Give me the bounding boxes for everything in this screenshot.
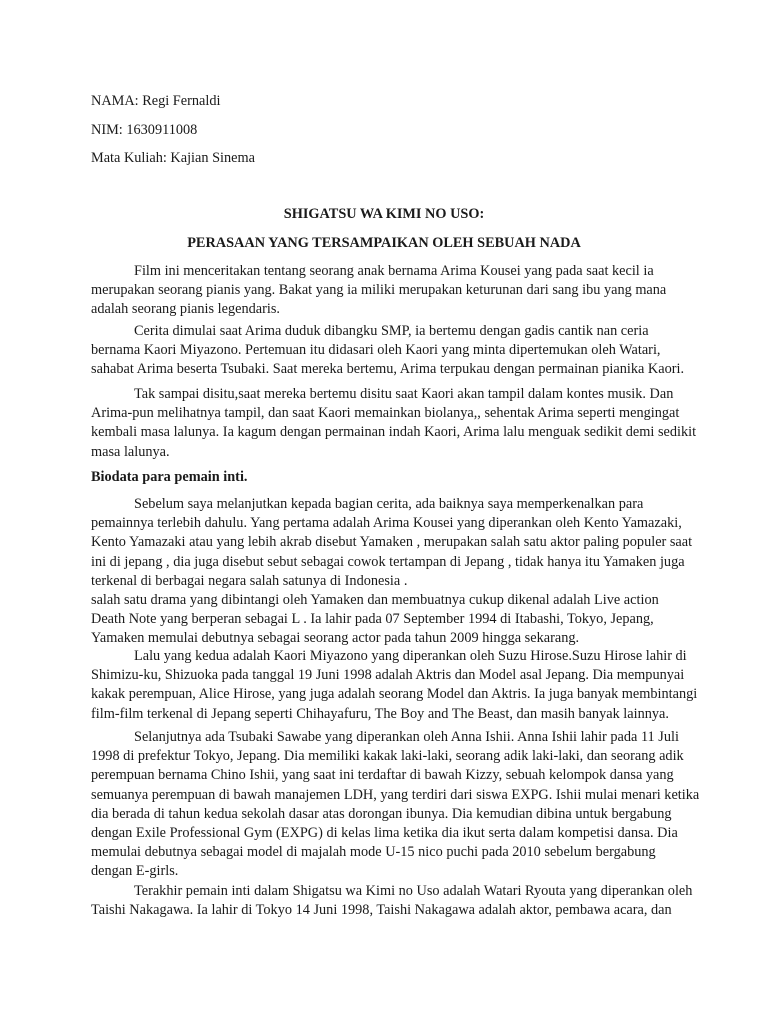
- paragraph-line: Arima-pun melihatnya tampil, dan saat Kaori memainkan biolanya,, sehentak Arima seperti mengingat: [91, 405, 680, 422]
- paragraph-line: Lalu yang kedua adalah Kaori Miyazono yang diperankan oleh Suzu Hirose.Suzu Hirose lahir di: [134, 648, 687, 664]
- document-title: SHIGATSU WA KIMI NO USO:: [283, 206, 485, 222]
- paragraph-line: merupakan seorang pianis yang. Bakat yang ia miliki merupakan keturunan dari sang ibu yang mana: [91, 282, 667, 299]
- paragraph-line: kakak perempuan, Alice Hirose, yang juga adalah seorang Model dan Aktris. Ia juga banyak membintangi: [91, 686, 698, 703]
- paragraph-line: Terakhir pemain inti dalam Shigatsu wa Kimi no Uso adalah Watari Ryouta yang diperankan oleh: [134, 883, 693, 899]
- paragraph-line: Death Note yang berperan sebagai L . Ia lahir pada 07 September 1994 di Itabashi, Tokyo, Jepang,: [91, 611, 654, 628]
- paragraph-line: adalah seorang pianis legendaris.: [91, 301, 280, 318]
- paragraph-taishi-nakagawa: [91, 882, 691, 920]
- student-nim: NIM: 1630911008: [91, 122, 198, 138]
- student-name: NAMA: Regi Fernaldi: [91, 93, 221, 109]
- paragraph-line: bernama Kaori Miyazono. Pertemuan itu didasari oleh Kaori yang minta dipertemukan oleh Watari,: [91, 342, 661, 359]
- paragraph-line: terkenal di berbagai negara salah satunya di Indonesia .: [91, 572, 408, 589]
- paragraph-kento-yamazaki: [91, 495, 691, 649]
- paragraph-line: perempuan bernama Chino Ishii, yang saat ini terdaftar di bawah Kizzy, sebuah kelompok dansa yang: [91, 767, 674, 784]
- paragraph-line: Film ini menceritakan tentang seorang anak bernama Arima Kousei yang pada saat kecil ia: [134, 263, 654, 279]
- paragraph-line: dengan E-girls.: [91, 863, 179, 880]
- section-heading: Biodata para pemain inti.: [91, 469, 248, 485]
- paragraph-line: sahabat Arima beserta Tsubaki. Saat mereka bertemu, Arima terpukau dengan permainan pianika Kaori.: [91, 361, 685, 378]
- paragraph-line: ini di jepang , dia juga disebut sebut sebagai cowok tertampan di Jepang , tidak hanya itu Yamaken juga: [91, 553, 685, 570]
- paragraph-line: salah satu drama yang dibintangi oleh Yamaken dan membuatnya cukup dikenal adalah Live action: [91, 591, 659, 608]
- paragraph-line: Cerita dimulai saat Arima duduk dibangku SMP, ia bertemu dengan gadis cantik nan ceria: [134, 323, 649, 339]
- document-subtitle: PERASAAN YANG TERSAMPAIKAN OLEH SEBUAH NADA: [187, 235, 581, 251]
- paragraph-line: Tak sampai disitu,saat mereka bertemu disitu saat Kaori akan tampil dalam kontes musik. Dan: [134, 386, 674, 402]
- paragraph-line: kembali masa lalunya. Ia kagum dengan permainan indah Kaori, Arima lalu menguak sedikit demi sedikit: [91, 424, 697, 441]
- paragraph-line: Selanjutnya ada Tsubaki Sawabe yang diperankan oleh Anna Ishii. Anna Ishii lahir pada 11 Juli: [134, 729, 679, 745]
- paragraph-intro: [91, 262, 691, 320]
- paragraph-line: Kento Yamazaki atau yang lebih akrab disebut Yamaken , merupakan salah satu aktor paling populer saat: [91, 534, 693, 551]
- paragraph-line: memulai debutnya sebagai model di majalah mode U-15 nico puchi pada 2010 sebelum bergabung: [91, 844, 656, 861]
- paragraph-line: 1998 di prefektur Tokyo, Jepang. Dia memiliki kakak laki-laki, seorang adik laki-laki, dan seorang adik: [91, 748, 684, 765]
- paragraph-line: dengan Exile Professional Gym (EXPG) di kelas lima ketika dia ikut serta dalam kompetisi dansa. Dia: [91, 824, 678, 841]
- paragraph-anna-ishii: [91, 728, 700, 882]
- paragraph-line: Shimizu-ku, Shizuoka pada tanggal 19 Juni 1998 adalah Aktris dan Model asal Jepang. Dia mempunyai: [91, 667, 685, 684]
- course-name: Mata Kuliah: Kajian Sinema: [91, 150, 255, 166]
- paragraph-line: Taishi Nakagawa. Ia lahir di Tokyo 14 Juni 1998, Taishi Nakagawa adalah aktor, pembawa acara, dan: [91, 902, 672, 919]
- paragraph-suzu-hirose: [91, 647, 698, 724]
- paragraph-line: Sebelum saya melanjutkan kepada bagian cerita, ada baiknya saya memperkenalkan para: [134, 496, 644, 512]
- paragraph-line: pemainnya terlebih dahulu. Yang pertama adalah Arima Kousei yang diperankan oleh Kento Yamazaki,: [91, 515, 682, 532]
- paragraph-line: film-film terkenal di Jepang seperti Chihayafuru, The Boy and The Beast, dan masih banyak lainnya.: [91, 705, 669, 722]
- paragraph-contest: [91, 385, 697, 462]
- paragraph-line: dia berada di tahun kedua sekolah dasar atas dorongan ibunya. Dia kemudian dibina untuk bergabung: [91, 805, 672, 822]
- paragraph-story-start: [91, 322, 691, 380]
- paragraph-line: Yamaken memulai debutnya sebagai seorang actor pada tahun 2009 hingga sekarang.: [91, 630, 580, 647]
- paragraph-line: masa lalunya.: [91, 443, 170, 460]
- paragraph-line: semuanya perempuan di bawah manajemen LDH, yang terdiri dari siswa EXPG. Ishii mulai menari ketika: [91, 786, 700, 803]
